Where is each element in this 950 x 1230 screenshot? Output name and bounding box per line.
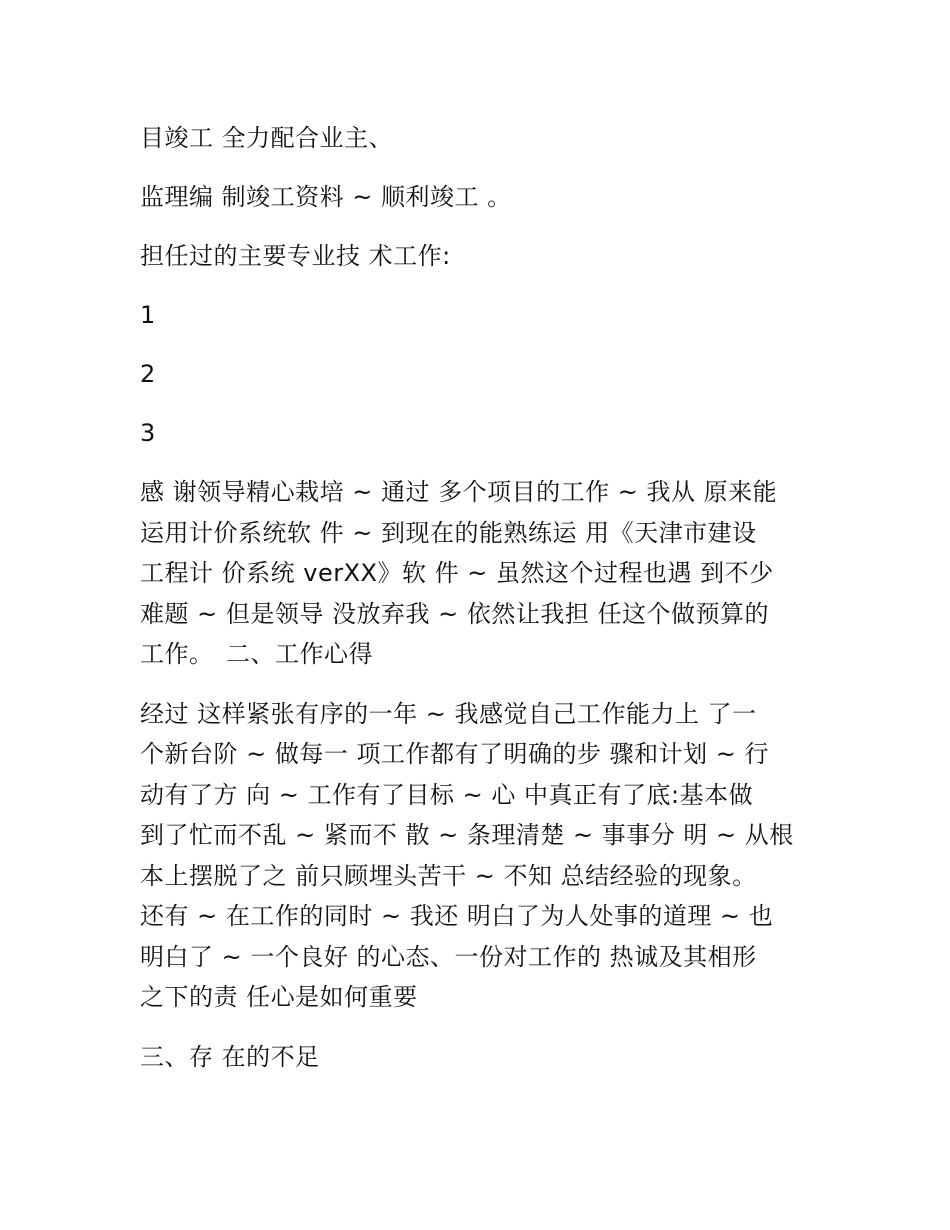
text-line: 到了忙而不乱 ~ 紧而不 散 ~ 条理清楚 ~ 事事分 明 ~ 从根 bbox=[140, 821, 794, 849]
paragraph-thanks bbox=[140, 472, 820, 675]
paragraph bbox=[140, 118, 820, 158]
document-body bbox=[140, 118, 820, 1096]
list-number bbox=[140, 354, 820, 394]
text-line: 动有了方 向 ~ 工作有了目标 ~ 心 中真正有了底:基本做 bbox=[140, 780, 754, 809]
text-line: 工作。 二、工作心得 bbox=[140, 640, 373, 668]
list-number bbox=[140, 295, 820, 335]
text-line: 感 谢领导精心栽培 ~ 通过 多个项目的工作 ~ 我从 原来能 bbox=[140, 478, 778, 506]
text-line: 监理编 制竣工资料 ~ 顺利竣工 。 bbox=[140, 183, 512, 211]
text-line: 担任过的主要专业技 术工作: bbox=[140, 242, 451, 270]
text-line: 目竣工 全力配合业主、 bbox=[140, 124, 394, 152]
paragraph bbox=[140, 177, 820, 217]
text-line: 经过 这样紧张有序的一年 ~ 我感觉自己工作能力上 了一 bbox=[140, 699, 757, 728]
text-line: 明白了 ~ 一个良好 的心态、一份对工作的 热诚及其相形 bbox=[140, 942, 757, 971]
text-line: 1 bbox=[140, 301, 156, 329]
text-line: 个新台阶 ~ 做每一 项工作都有了明确的步 骤和计划 ~ 行 bbox=[140, 740, 769, 768]
paragraph-experience bbox=[140, 694, 820, 1018]
text-line: 运用计价系统软 件 ~ 到现在的能熟练运 用《天津市建设 bbox=[140, 518, 757, 547]
text-line: 3 bbox=[140, 419, 156, 447]
text-line: 三、存 在的不足 bbox=[140, 1042, 320, 1071]
text-line: 之下的责 任心是如何重要 bbox=[140, 983, 418, 1011]
text-line: 本上摆脱了之 前只顾埋头苦干 ~ 不知 总结经验的现象。 bbox=[140, 861, 757, 890]
section-heading bbox=[140, 1037, 820, 1077]
section-heading bbox=[140, 236, 820, 276]
text-line: 还有 ~ 在工作的同时 ~ 我还 明白了为人处事的道理 ~ 也 bbox=[140, 902, 774, 930]
text-line: 难题 ~ 但是领导 没放弃我 ~ 依然让我担 任这个做预算的 bbox=[140, 599, 769, 628]
text-line: 2 bbox=[140, 360, 156, 388]
text-line: 工程计 价系统 verXX》软 件 ~ 虽然这个过程也遇 到不少 bbox=[140, 559, 774, 587]
list-number bbox=[140, 413, 820, 453]
